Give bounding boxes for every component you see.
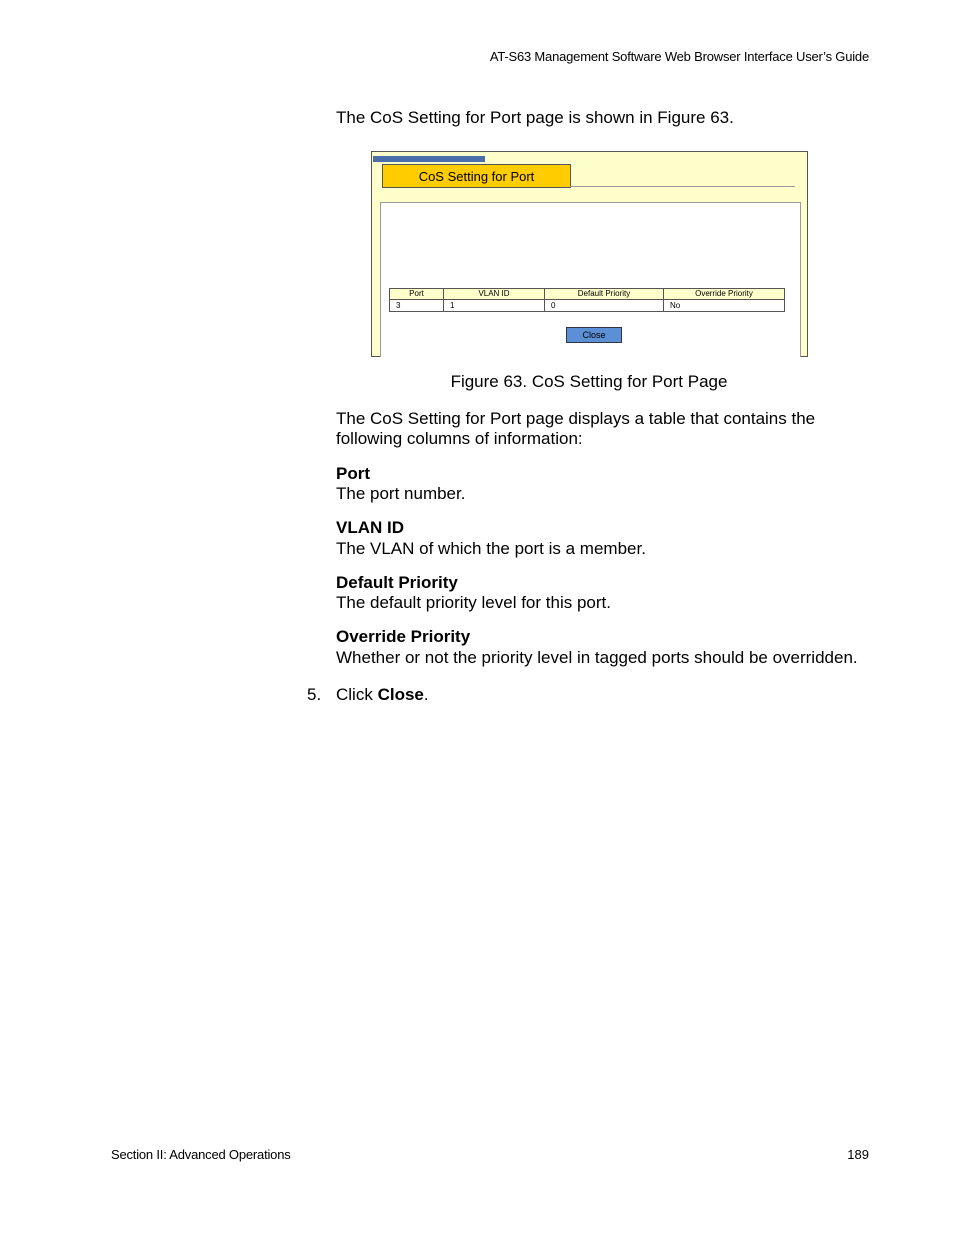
- cell-vlan-id: 1: [444, 300, 545, 312]
- term-vlan-id: VLAN ID: [336, 518, 404, 537]
- step-prefix: Click: [336, 685, 378, 704]
- page-tab-cos-setting[interactable]: CoS Setting for Port: [382, 164, 571, 188]
- column-header-default-priority: Default Priority: [545, 289, 664, 300]
- table-header-row: [390, 289, 785, 300]
- figure-caption: Figure 63. CoS Setting for Port Page: [450, 372, 728, 391]
- tab-divider: [570, 186, 795, 187]
- content-panel: [380, 202, 801, 357]
- window-top-bar: [373, 156, 485, 162]
- cell-default-priority: 0: [545, 300, 664, 312]
- term-default-priority: Default Priority: [336, 573, 458, 592]
- column-header-vlan-id: VLAN ID: [444, 289, 545, 300]
- cos-table: [389, 288, 785, 312]
- step-close-label: Close: [377, 685, 424, 704]
- footer-section: Section II: Advanced Operations: [111, 1147, 291, 1162]
- step-number: 5.: [307, 685, 322, 704]
- table-row: [390, 300, 785, 312]
- column-header-port: Port: [390, 289, 444, 300]
- definition-port: The port number.: [336, 484, 466, 503]
- intro-text: The CoS Setting for Port page is shown in Figure 63.: [336, 108, 734, 127]
- term-port: Port: [336, 464, 370, 483]
- figure-screenshot: [371, 151, 808, 357]
- definition-default-priority: The default priority level for this port.: [336, 593, 611, 612]
- column-header-override-priority: Override Priority: [664, 289, 785, 300]
- cell-port: 3: [390, 300, 444, 312]
- cell-override-priority: No: [664, 300, 785, 312]
- definition-override-priority: Whether or not the priority level in tagged ports should be overridden.: [336, 648, 858, 667]
- close-button[interactable]: Close: [566, 327, 622, 343]
- step-suffix: .: [423, 685, 429, 704]
- description-line-2: following columns of information:: [336, 429, 583, 448]
- description-line-1: The CoS Setting for Port page displays a table that contains the: [336, 409, 816, 428]
- term-override-priority: Override Priority: [336, 627, 471, 646]
- page-number: 189: [847, 1147, 869, 1162]
- definition-vlan-id: The VLAN of which the port is a member.: [336, 539, 646, 558]
- step-instruction: [336, 685, 429, 705]
- page-header: AT-S63 Management Software Web Browser Interface User’s Guide: [489, 49, 869, 64]
